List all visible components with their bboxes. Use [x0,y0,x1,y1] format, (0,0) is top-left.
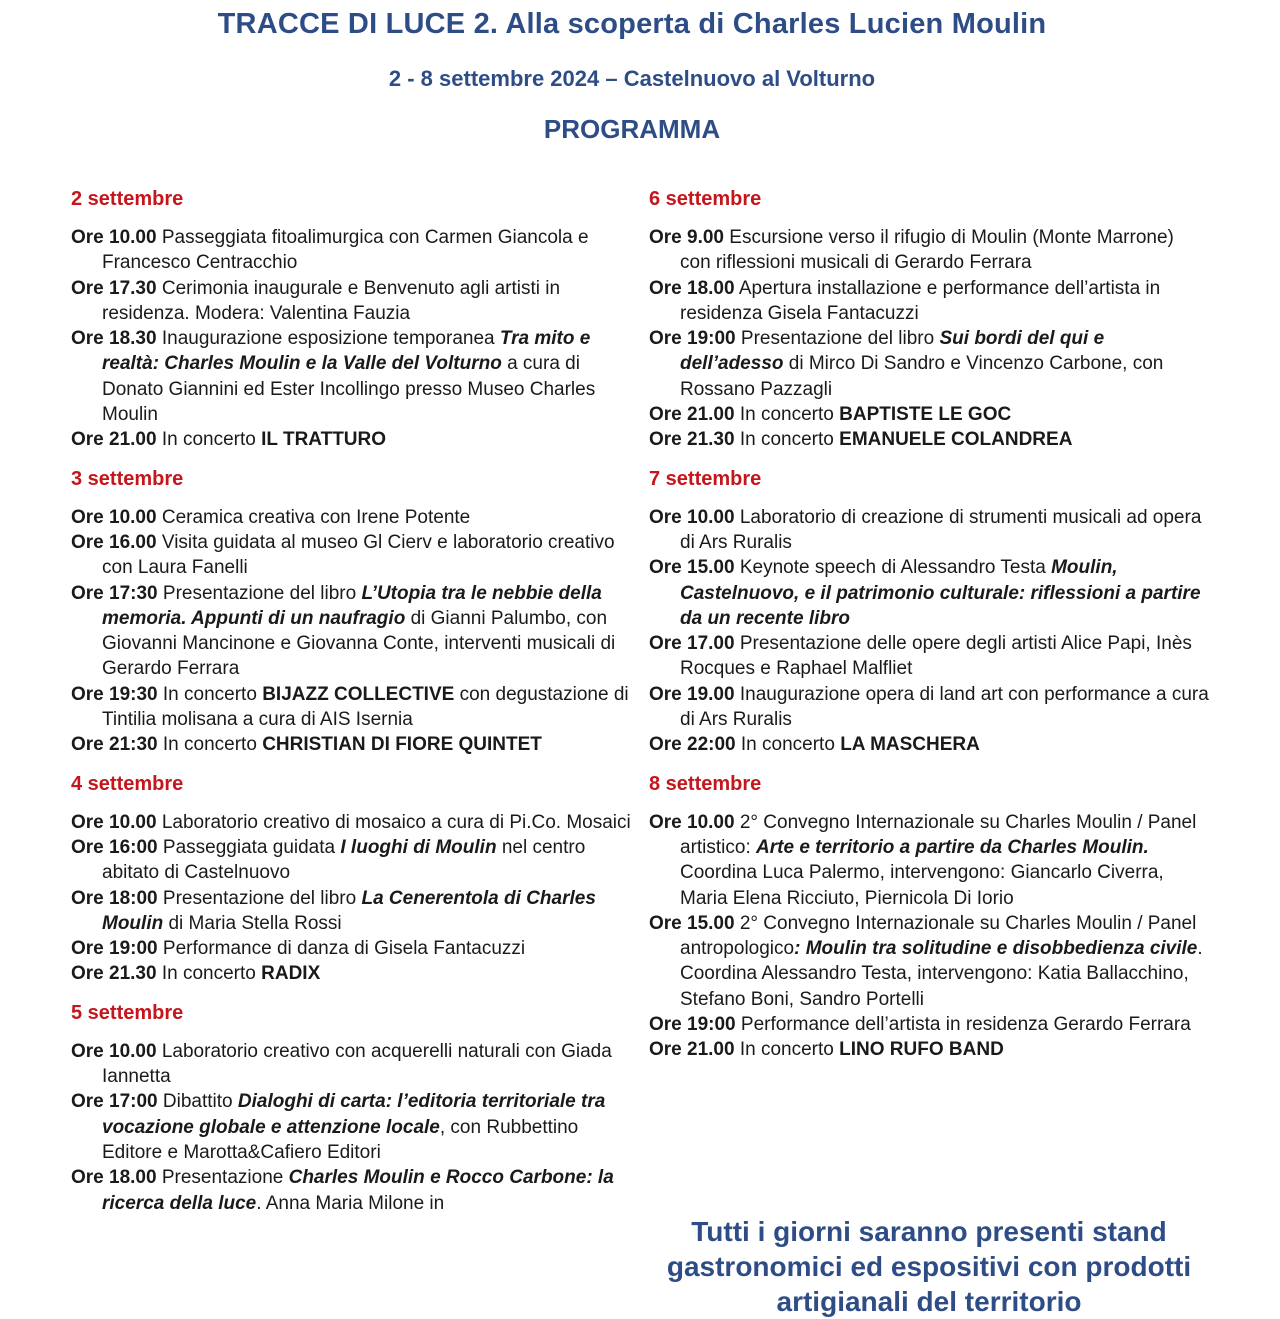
day-section [71,465,631,758]
event-time: Ore 17:30 [71,582,158,604]
event-item [71,835,631,886]
event-title: Charles Moulin e Rocco Carbone: la ricerca della luce [102,1167,614,1214]
event-description: Coordina Luca Palermo, intervengono: Giancarlo Civerra, Maria Elena Ricciuto, Piernicola Di Iorio [680,862,1164,909]
event-description: Visita guidata al museo Gl Cierv e laboratorio creativo con Laura Fanelli [102,531,615,579]
event-description: Keynote speech di Alessandro Testa [739,557,1052,579]
event-title: Sui bordi del qui e dell’adesso [680,328,1105,375]
event-description: In concerto [739,404,840,426]
performer-name: RADIX [261,963,321,985]
event-item [71,810,631,835]
event-time: Ore 18:00 [71,887,158,909]
event-dates-location: 2 - 8 settembre 2024 – Castelnuovo al Volturno [388,66,876,91]
event-time: Ore 21.00 [649,1039,735,1061]
program-column-left [71,185,631,1228]
event-description: Laboratorio di creazione di strumenti musicali ad opera di Ars Ruralis [680,506,1202,553]
day-section [71,185,631,453]
event-item [649,326,1209,402]
event-item [71,276,631,327]
event-item [649,505,1209,556]
event-item [649,276,1209,327]
event-time: Ore 22:00 [649,734,736,756]
event-description: In concerto [740,734,841,756]
event-item [649,1012,1209,1037]
event-description: Presentazione delle opere degli artisti Alice Papi, Inès Rocques e Raphael Malfliet [680,633,1192,680]
event-description: Cerimonia inaugurale e Benvenuto agli artisti in residenza. Modera: Valentina Fauzia [102,277,561,324]
day-section [71,770,631,987]
event-item [71,505,631,530]
event-description: Performance dell’artista in residenza Gerardo Ferrara [740,1014,1191,1036]
event-time: Ore 9.00 [649,227,724,248]
event-time: Ore 21:30 [71,734,158,756]
program-column-right [649,185,1209,1075]
event-item [71,326,631,427]
event-item [71,225,631,276]
event-time: Ore 10.00 [649,506,735,528]
event-time: Ore 10.00 [71,506,157,528]
event-time: Ore 19:00 [71,938,158,960]
event-description: . Coordina Alessandro Testa, intervengono: Katia Ballacchino, Stefano Boni, Sandro Portelli [680,938,1203,1010]
event-time: Ore 21.30 [71,963,157,985]
event-description: Passeggiata fitoalimurgica con Carmen Giancola e Francesco Centracchio [102,227,589,274]
event-description: nel centro abitato di Castelnuovo [102,836,586,884]
event-title: Moulin, Castelnuovo, e il patrimonio culturale: riflessioni a partire da un recente libro [680,557,1201,629]
event-time: Ore 17:00 [71,1091,158,1113]
event-item [71,1089,631,1165]
event-time: Ore 18.00 [71,1167,157,1189]
event-description: di Maria Stella Rossi [163,912,342,934]
event-item [649,225,1209,276]
event-time: Ore 18.30 [71,328,157,350]
event-time: Ore 17.30 [71,277,157,299]
event-description: Laboratorio creativo con acquerelli naturali con Giada Iannetta [102,1040,612,1088]
performer-name: IL TRATTURO [261,429,387,451]
performer-name: EMANUELE COLANDREA [839,429,1073,451]
event-description: Presentazione del libro [740,328,940,350]
event-time: Ore 16:00 [71,836,158,858]
day-section [649,185,1209,453]
event-time: Ore 17.00 [649,633,735,655]
event-title: Dialoghi di carta: l’editoria territoriale tra vocazione globale e attenzione locale [102,1091,606,1138]
day-section [649,465,1209,758]
event-title: La Cenerentola di Charles Moulin [102,887,596,934]
event-time: Ore 21.00 [649,404,735,426]
event-description: Performance di danza di Gisela Fantacuzzi [162,938,526,960]
event-item [649,427,1209,452]
event-description: a cura di Donato Giannini ed Ester Incollingo presso Museo Charles Moulin [102,353,596,426]
event-item [649,810,1209,911]
event-item [649,631,1209,682]
day-heading: 5 settembre [71,1001,184,1024]
event-time: Ore 10.00 [649,811,735,833]
event-title: Arte e territorio a partire da Charles Moulin. [756,836,1149,858]
day-heading: 4 settembre [71,772,184,795]
event-item [71,1165,631,1216]
event-description: Passeggiata guidata [162,836,341,858]
event-description: con degustazione di Tintilia molisana a cura di AIS Isernia [102,683,629,731]
event-item [649,555,1209,631]
event-time: Ore 15.00 [649,912,735,934]
event-time: Ore 18.00 [649,277,735,299]
event-item [71,581,631,682]
event-time: Ore 19.00 [649,683,735,705]
event-description: Inaugurazione opera di land art con performance a cura di Ars Ruralis [680,683,1209,731]
program-heading: PROGRAMMA [543,114,721,144]
event-description: , con Rubbettino Editore e Marotta&Cafiero Editori [102,1116,579,1163]
event-time: Ore 10.00 [71,811,157,833]
event-title: I luoghi di Moulin [340,836,497,858]
event-time: Ore 21.30 [649,429,735,451]
event-title: Tra mito e realtà: Charles Moulin e la Valle del Volturno [102,328,591,375]
event-item [649,1037,1209,1062]
event-description: Ceramica creativa con Irene Potente [161,506,471,528]
day-heading: 2 settembre [71,188,184,210]
event-description: di Gianni Palumbo, con Giovanni Mancinone e Giovanna Conte, interventi musicali di Gerardo Ferrara [102,607,616,680]
event-description: Dibattito [162,1091,238,1113]
event-description: Presentazione del libro [162,582,362,604]
event-item [71,1039,631,1090]
event-description: di Mirco Di Sandro e Vincenzo Carbone, con Rossano Pazzagli [680,353,1164,400]
day-heading: 3 settembre [71,467,184,490]
event-description: Laboratorio creativo di mosaico a cura di Pi.Co. Mosaici [161,811,631,833]
event-time: Ore 15.00 [649,557,735,579]
day-section [649,770,1209,1063]
event-description: 2° Convegno Internazionale su Charles Moulin / Panel artistico: [680,811,1197,858]
event-item [71,886,631,937]
day-heading: 8 settembre [649,772,762,795]
event-description: Apertura installazione e performance dell’artista in residenza Gisela Fantacuzzi [680,277,1161,324]
day-section [71,999,631,1216]
event-description: Inaugurazione esposizione temporanea [161,328,500,350]
performer-name: LA MASCHERA [840,734,980,756]
event-item [71,427,631,452]
day-heading: 6 settembre [649,188,762,210]
event-title: : Moulin tra solitudine e disobbedienza civile [794,938,1198,960]
event-time: Ore 19:00 [649,1014,736,1036]
event-item [71,961,631,986]
performer-name: CHRISTIAN DI FIORE QUINTET [262,734,542,756]
day-heading: 7 settembre [649,467,762,490]
event-description: In concerto [161,429,262,451]
event-description: Presentazione del libro [162,887,362,909]
event-time: Ore 16.00 [71,531,157,553]
event-item [71,530,631,581]
performer-name: LINO RUFO BAND [839,1039,1004,1061]
event-time: Ore 21.00 [71,429,157,451]
event-time: Ore 19:00 [649,328,736,350]
event-description: 2° Convegno Internazionale su Charles Moulin / Panel antropologico [680,912,1197,960]
event-description: In concerto [739,429,840,451]
event-item [649,911,1209,1012]
event-description: In concerto [162,683,263,705]
event-description: In concerto [162,734,263,756]
event-description: Presentazione [161,1167,289,1189]
performer-name: BAPTISTE LE GOC [839,404,1012,426]
event-time: Ore 10.00 [71,1040,157,1062]
event-time: Ore 10.00 [71,227,157,248]
event-description: In concerto [161,963,262,985]
event-item [649,682,1209,733]
event-item [71,936,631,961]
event-title: L’Utopia tra le nebbie della memoria. Appunti di un naufragio [102,582,602,629]
event-description: Escursione verso il rifugio di Moulin (Monte Marrone) con riflessioni musicali di Gerardo Ferrara [680,227,1174,274]
performer-name: BIJAZZ COLLECTIVE [262,683,455,705]
event-item [649,732,1209,757]
event-item [649,402,1209,427]
event-description: In concerto [739,1039,840,1061]
event-description: . Anna Maria Milone in [256,1192,445,1214]
page-title: TRACCE DI LUCE 2. Alla scoperta di Charles Lucien Moulin [217,8,1047,40]
event-item [71,682,631,733]
event-time: Ore 19:30 [71,683,158,705]
event-item [71,732,631,757]
footer-note: Tutti i giorni saranno presenti stand gastronomici ed espositivi con prodotti artigianali del territorio [666,1216,1192,1317]
